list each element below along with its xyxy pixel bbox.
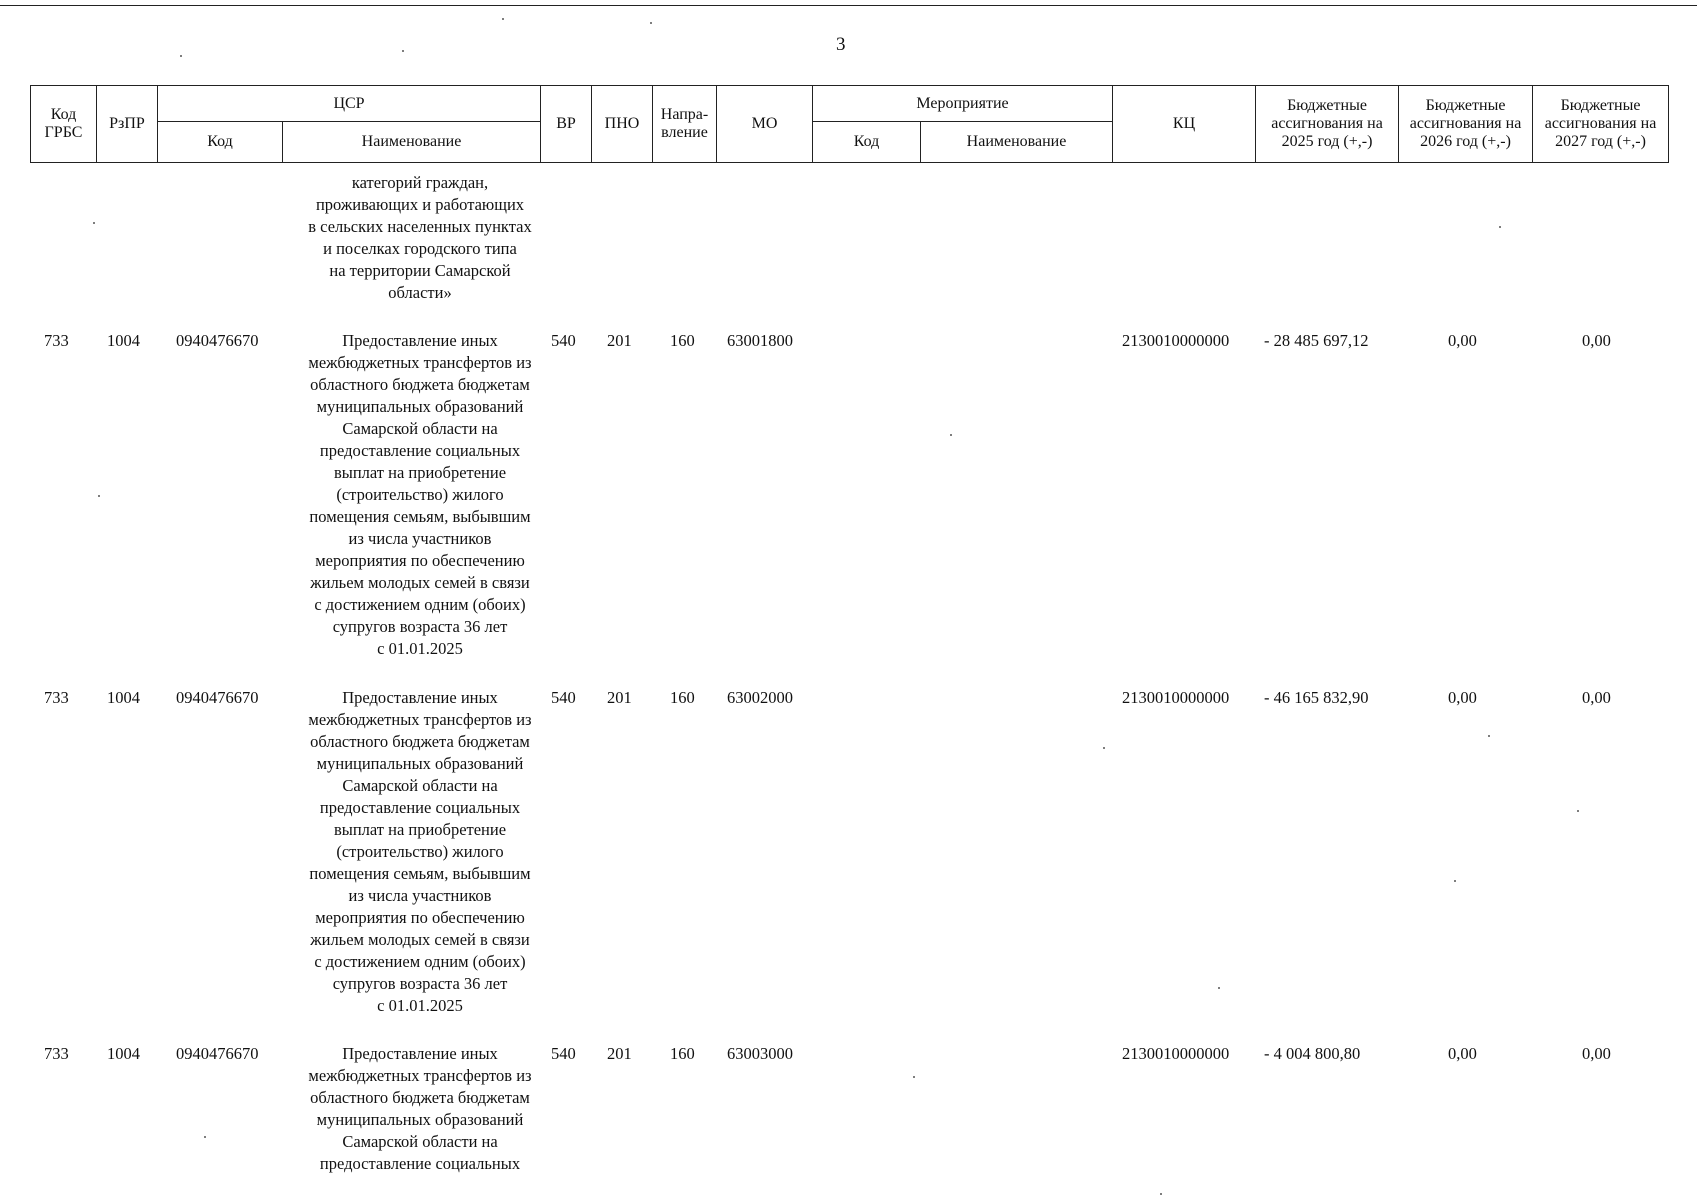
- scan-speck: [1488, 735, 1490, 737]
- header-grbs: Код ГРБС: [31, 86, 97, 163]
- scan-speck: [650, 22, 652, 24]
- scan-speck: [502, 18, 504, 20]
- header-mo: МО: [717, 86, 813, 163]
- cell-csr-name: Предоставление иных межбюджетных трансфертов из областного бюджета бюджетам муниципальных образований Самарской области на предоставление социальных выплат на приобретение (строительство) жилого помещения семьям, выбывшим из числа участников мероприятия по обеспечению жильем молодых семей в связи с достижением одним (обоих) супругов возраста 36 лет с 01.01.2025: [308, 688, 532, 1015]
- cell-pno: 201: [607, 1044, 632, 1063]
- scan-speck: [93, 222, 95, 224]
- cell-rzpr: 1004: [107, 331, 140, 350]
- cell-kc: 2130010000000: [1122, 1044, 1230, 1063]
- cell-vr: 540: [551, 331, 576, 350]
- continuation-name: категорий граждан, проживающих и работающих в сельских населенных пунктах и поселках городского типа на территории Самарской области»: [308, 173, 532, 302]
- scan-speck: [402, 50, 404, 52]
- cell-kc: 2130010000000: [1122, 331, 1230, 350]
- scan-speck: [1577, 810, 1579, 812]
- header-csr: ЦСР: [158, 86, 541, 122]
- cell-grbs: 733: [44, 688, 69, 707]
- cell-budget-2027: 0,00: [1582, 688, 1611, 707]
- scan-speck: [1454, 880, 1456, 882]
- cell-rzpr: 1004: [107, 688, 140, 707]
- header-event-name: Наименование: [921, 122, 1113, 163]
- cell-budget-2025: - 4 004 800,80: [1264, 1044, 1361, 1063]
- cell-mo: 63003000: [727, 1044, 793, 1063]
- scan-speck: [1499, 226, 1501, 228]
- header-rzpr: РзПР: [97, 86, 158, 163]
- scan-speck: [950, 434, 952, 436]
- cell-grbs: 733: [44, 1044, 69, 1063]
- cell-rzpr: 1004: [107, 1044, 140, 1063]
- header-vr: ВР: [541, 86, 592, 163]
- cell-vr: 540: [551, 1044, 576, 1063]
- cell-budget-2026: 0,00: [1448, 688, 1477, 707]
- cell-budget-2025: - 28 485 697,12: [1264, 331, 1369, 350]
- header-event: Мероприятие: [813, 86, 1113, 122]
- cell-budget-2026: 0,00: [1448, 1044, 1477, 1063]
- scan-speck: [204, 1136, 206, 1138]
- cell-budget-2026: 0,00: [1448, 331, 1477, 350]
- cell-budget-2025: - 46 165 832,90: [1264, 688, 1369, 707]
- scan-speck: [1218, 987, 1220, 989]
- page-number: 3: [836, 34, 846, 55]
- scan-speck: [1160, 1193, 1162, 1195]
- cell-budget-2027: 0,00: [1582, 331, 1611, 350]
- top-rule: [0, 5, 1697, 6]
- scan-speck: [1103, 747, 1105, 749]
- scan-speck: [180, 55, 182, 57]
- cell-csr-code: 0940476670: [176, 1044, 259, 1063]
- header-budget-2026: Бюджетные ассигнования на 2026 год (+,-): [1399, 86, 1533, 163]
- header-direction: Напра- вление: [653, 86, 717, 163]
- header-csr-name: Наименование: [283, 122, 541, 163]
- header-kc: КЦ: [1113, 86, 1256, 163]
- cell-csr-name: Предоставление иных межбюджетных трансфертов из областного бюджета бюджетам муниципальных образований Самарской области на предоставление социальных выплат на приобретение (строительство) жилого помещения семьям, выбывшим из числа участников мероприятия по обеспечению жильем молодых семей в связи с достижением одним (обоих) супругов возраста 36 лет с 01.01.2025: [308, 331, 532, 658]
- cell-csr-code: 0940476670: [176, 331, 259, 350]
- cell-grbs: 733: [44, 331, 69, 350]
- cell-direction: 160: [670, 331, 695, 350]
- cell-pno: 201: [607, 331, 632, 350]
- cell-csr-name: Предоставление иных межбюджетных трансфертов из областного бюджета бюджетам муниципальных образований Самарской области на предоставление социальных: [308, 1044, 532, 1173]
- cell-mo: 63001800: [727, 331, 793, 350]
- header-budget-2025: Бюджетные ассигнования на 2025 год (+,-): [1256, 86, 1399, 163]
- cell-direction: 160: [670, 1044, 695, 1063]
- cell-kc: 2130010000000: [1122, 688, 1230, 707]
- header-budget-2027: Бюджетные ассигнования на 2027 год (+,-): [1533, 86, 1669, 163]
- cell-vr: 540: [551, 688, 576, 707]
- scan-speck: [98, 495, 100, 497]
- cell-direction: 160: [670, 688, 695, 707]
- header-pno: ПНО: [592, 86, 653, 163]
- cell-pno: 201: [607, 688, 632, 707]
- header-csr-code: Код: [158, 122, 283, 163]
- cell-csr-code: 0940476670: [176, 688, 259, 707]
- header-event-code: Код: [813, 122, 921, 163]
- cell-mo: 63002000: [727, 688, 793, 707]
- table-header: [30, 85, 1669, 163]
- cell-budget-2027: 0,00: [1582, 1044, 1611, 1063]
- scan-speck: [913, 1076, 915, 1078]
